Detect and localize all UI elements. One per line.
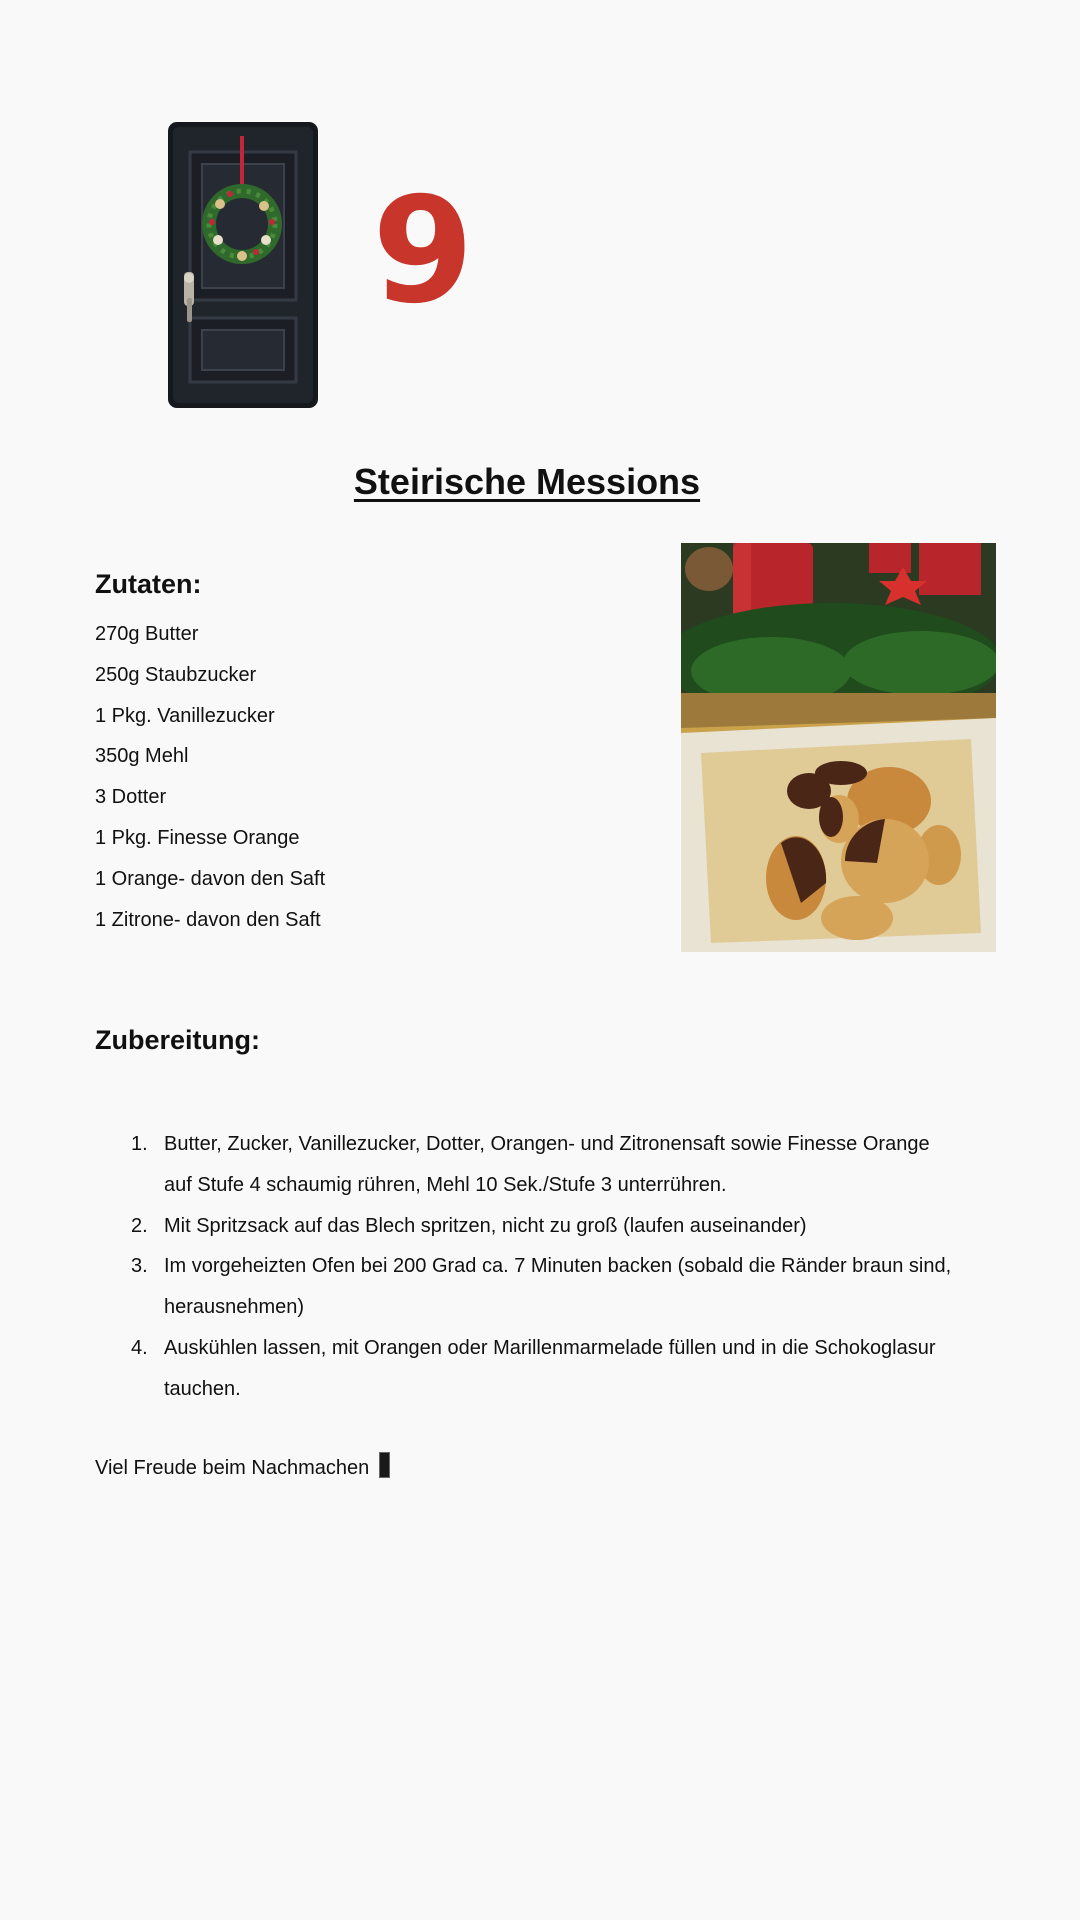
closing-line bbox=[95, 1448, 390, 1488]
closing-text: Viel Freude beim Nachmachen bbox=[95, 1457, 370, 1479]
door-with-wreath-icon bbox=[168, 122, 318, 408]
ingredient-item: 250g Staubzucker bbox=[95, 663, 257, 686]
ingredient-item: 1 Pkg. Finesse Orange bbox=[95, 826, 300, 849]
ingredients-heading: Zutaten: bbox=[95, 569, 202, 599]
missing-emoji-icon bbox=[379, 1452, 390, 1478]
calendar-day-number: 9 bbox=[372, 166, 474, 336]
cookies-advent-wreath-photo bbox=[681, 543, 996, 952]
step-item bbox=[95, 1246, 955, 1328]
ingredient-item: 270g Butter bbox=[95, 623, 199, 645]
step-number: 3. bbox=[131, 1255, 148, 1278]
step-number: 4. bbox=[131, 1336, 148, 1359]
step-text: Auskühlen lassen, mit Orangen oder Marillenmarmelade füllen und in die Schokoglasur tauchen. bbox=[164, 1336, 936, 1400]
step-item bbox=[95, 1206, 955, 1247]
ingredient-item: 1 Orange- davon den Saft bbox=[95, 867, 326, 890]
step-text: Mit Spritzsack auf das Blech spritzen, nicht zu groß (laufen auseinander) bbox=[164, 1214, 807, 1237]
step-number: 2. bbox=[131, 1214, 148, 1237]
preparation-steps bbox=[95, 1124, 955, 1410]
recipe-title: Steirische Messions bbox=[353, 461, 701, 502]
step-item bbox=[95, 1328, 955, 1410]
step-text: Butter, Zucker, Vanillezucker, Dotter, Orangen- und Zitronensaft sowie Finesse Orange auf Stufe 4 schaumig rühren, Mehl 10 Sek./Stufe 3 unterrühren. bbox=[164, 1133, 930, 1196]
ingredient-item: 3 Dotter bbox=[95, 786, 167, 809]
ingredient-item: 1 Zitrone- davon den Saft bbox=[95, 908, 321, 931]
step-number: 1. bbox=[131, 1133, 148, 1155]
preparation-heading: Zubereitung: bbox=[95, 1025, 260, 1055]
step-text: Im vorgeheizten Ofen bei 200 Grad ca. 7 Minuten backen (sobald die Ränder braun sind, herausnehmen) bbox=[164, 1255, 952, 1319]
ingredients-list bbox=[95, 614, 325, 940]
step-item bbox=[95, 1124, 955, 1206]
ingredient-item: 350g Mehl bbox=[95, 745, 189, 768]
ingredient-item: 1 Pkg. Vanillezucker bbox=[95, 704, 275, 727]
